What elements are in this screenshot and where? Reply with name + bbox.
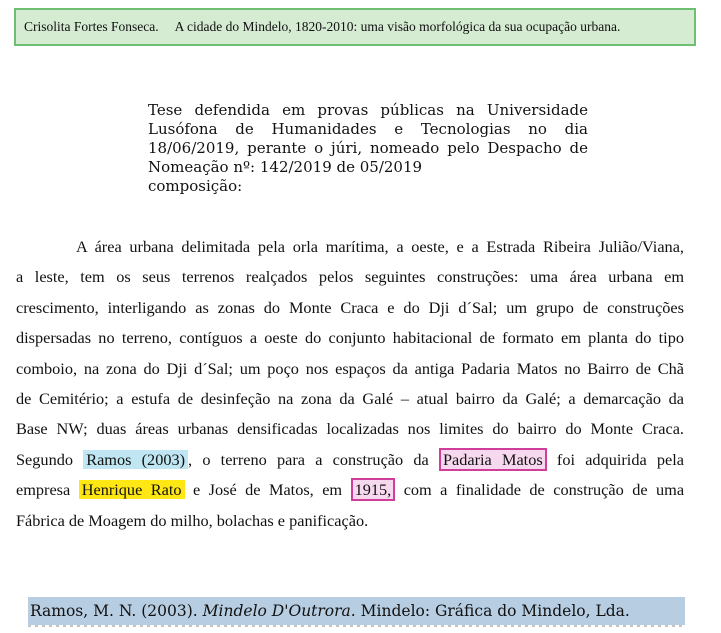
paragraph-line: a leste, tem os seus terrenos realçados pelos seguintes construções: uma área urbana em <box>16 267 684 287</box>
paragraph-line <box>16 232 684 262</box>
text-span: e José de Matos, em <box>192 480 343 500</box>
header-title: A cidade do Mindelo, 1820-2010: uma visão morfológica da sua ocupação urbana. <box>174 19 621 34</box>
reference-entry <box>28 597 685 625</box>
text-span: Segundo <box>16 449 73 469</box>
reference-suffix: Mindelo: Gráfica do Mindelo, Lda. <box>360 602 630 620</box>
text-span: A área urbana delimitada pela orla marítima, a oeste, e a Estrada Ribeira Julião/Viana, <box>76 237 684 256</box>
citation-header <box>14 8 696 46</box>
thesis-note <box>148 101 588 196</box>
paragraph-line: de Cemitério; a estufa de desinfeção na zona da Galé – atual bairro da Galé; a demarcação da <box>16 389 684 409</box>
paragraph-line: dispersadas no terreno, contíguos a oeste do conjunto habitacional de formato em planta do tipo <box>16 328 684 348</box>
paragraph-line: comboio, na zona do Dji d´Sal; um poço nos espaços da antiga Padaria Matos no Bairro de Chã <box>16 358 684 378</box>
body-paragraph <box>16 232 684 536</box>
thesis-line: composição: <box>148 177 243 195</box>
thesis-line: Tese defendida em provas públicas na Universidade <box>148 101 588 119</box>
text-span: empresa <box>16 480 71 500</box>
paragraph-line: crescimento, interligando as zonas do Monte Craca e do Dji d´Sal; um grupo de construções <box>16 297 684 317</box>
text-span: com a finalidade de construção de uma <box>403 480 685 500</box>
paragraph-line <box>16 475 684 505</box>
paragraph-line: Base NW; duas áreas urbanas densificadas localizadas nos limites do bairro do Monte Craca. <box>16 419 684 439</box>
thesis-line: Lusófona de Humanidades e Tecnologias no dia <box>148 120 588 138</box>
text-span: foi adquirida pela <box>556 449 685 469</box>
paragraph-line <box>16 445 684 475</box>
reference-title: Mindelo D'Outrora. <box>202 602 356 620</box>
reference-prefix: Ramos, M. N. (2003). <box>30 602 198 620</box>
ghost-line <box>28 625 685 627</box>
highlight-ramos-2003: Ramos (2003) <box>83 450 188 469</box>
paragraph-line: Fábrica de Moagem do milho, bolachas e panificação. <box>16 510 369 530</box>
header-author: Crisolita Fortes Fonseca. <box>24 19 159 34</box>
highlight-henrique-rato: Henrique Rato <box>79 480 185 499</box>
thesis-line: 18/06/2019, perante o júri, nomeado pelo Despacho de <box>148 139 588 157</box>
highlight-1915: 1915, <box>351 478 396 501</box>
cut-off-text-line <box>28 625 685 633</box>
thesis-line: Nomeação nº: 142/2019 de 05/2019 <box>148 158 423 176</box>
highlight-padaria-matos: Padaria Matos <box>439 448 547 471</box>
text-span: , o terreno para a construção da <box>188 449 429 469</box>
